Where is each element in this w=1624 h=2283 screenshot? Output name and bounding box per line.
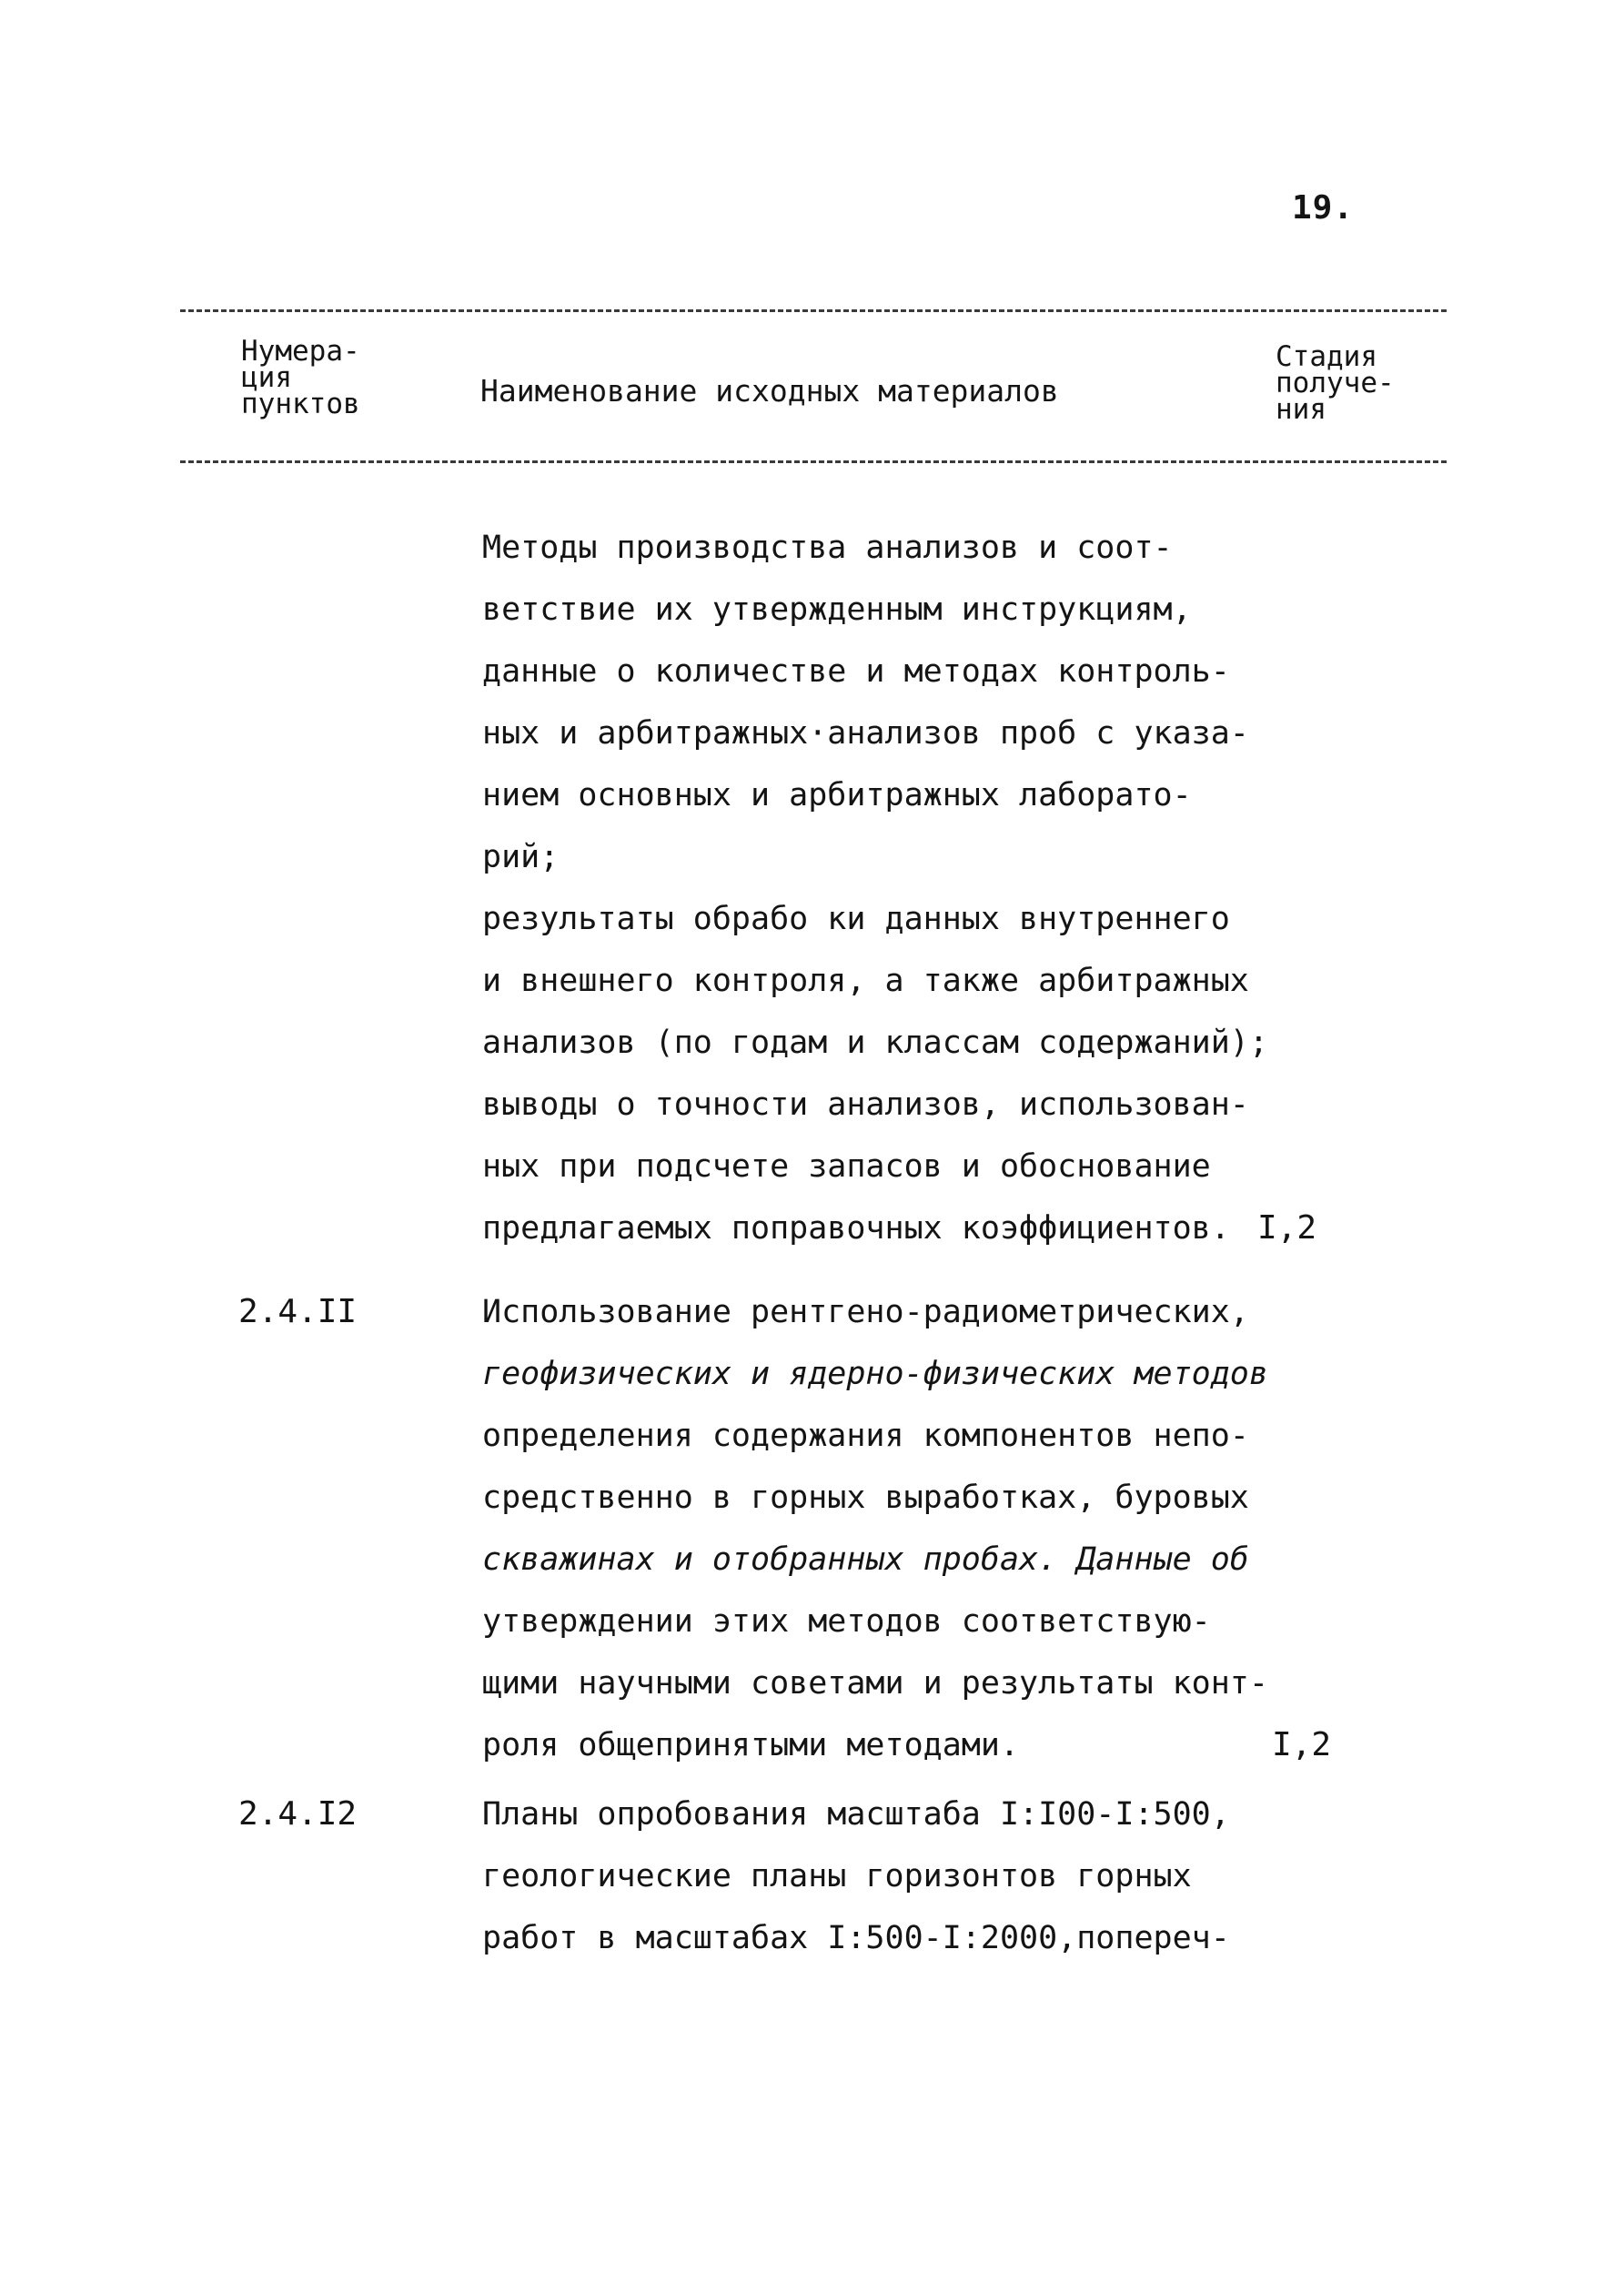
row-1-text [482,517,1268,1259]
row-2-text [482,1281,1268,1776]
header-name: Наименование исходных материалов [480,373,1059,409]
header-numbering-line: ция [241,361,292,394]
header-stage-line: ния [1276,393,1326,426]
text-line: скважинах и отобранных пробах. Данные об [482,1541,1249,1578]
row-3-number: 2.4.I2 [238,1795,358,1833]
row-3-text [482,1783,1230,1969]
text-line: и внешнего контроля, а также арбитражных [482,963,1249,999]
text-line: выводы о точности анализов, использован- [482,1086,1249,1123]
text-line: определения содержания компонентов непо- [482,1418,1249,1454]
text-line: предлагаемых поправочных коэффициентов. [482,1210,1230,1247]
text-line: данные о количестве и методах контроль- [482,653,1230,690]
text-line: щими научными советами и результаты конт- [482,1665,1268,1702]
text-line: Использование рентгено-радиометрических, [482,1294,1249,1330]
text-line: роля общепринятыми методами. [482,1727,1020,1763]
text-line: утверждении этих методов соответствую- [482,1603,1211,1640]
text-line: работ в масштабах I:500-I:2000,попереч- [482,1920,1230,1956]
text-line: анализов (по годам и классам содержаний); [482,1025,1268,1061]
text-line: Методы производства анализов и соот- [482,530,1173,566]
table-header-top-rule [180,309,1447,312]
text-line: средственно в горных выработках, буровых [482,1480,1249,1516]
text-line: геофизических и ядерно-физических методов [482,1356,1268,1392]
header-numbering-line: Нумера- [241,335,360,368]
text-line: ных при подсчете запасов и обоснование [482,1148,1211,1185]
header-numbering [241,335,360,420]
text-line: результаты обрабо ки данных внутреннего [482,901,1230,937]
text-line: ветствие их утвержденным инструкциям, [482,591,1192,628]
text-line: рий; [482,839,560,875]
text-line: Планы опробования масштаба I:I00-I:500, [482,1796,1230,1833]
text-line: геологические планы горизонтов горных [482,1858,1192,1894]
text-line: ных и арбитражных·анализов проб с указа- [482,715,1249,752]
header-stage [1276,340,1395,426]
row-2-number: 2.4.II [238,1293,358,1330]
header-stage-line: получе- [1276,367,1395,399]
row-1-stage: I,2 [1257,1209,1317,1247]
header-stage-line: Стадия [1276,340,1377,373]
text-line: нием основных и арбитражных лаборато- [482,777,1192,813]
page-number: 19. [1292,189,1355,227]
row-2-stage: I,2 [1272,1726,1332,1763]
header-numbering-line: пунктов [241,388,360,420]
table-header-bottom-rule [180,460,1447,463]
